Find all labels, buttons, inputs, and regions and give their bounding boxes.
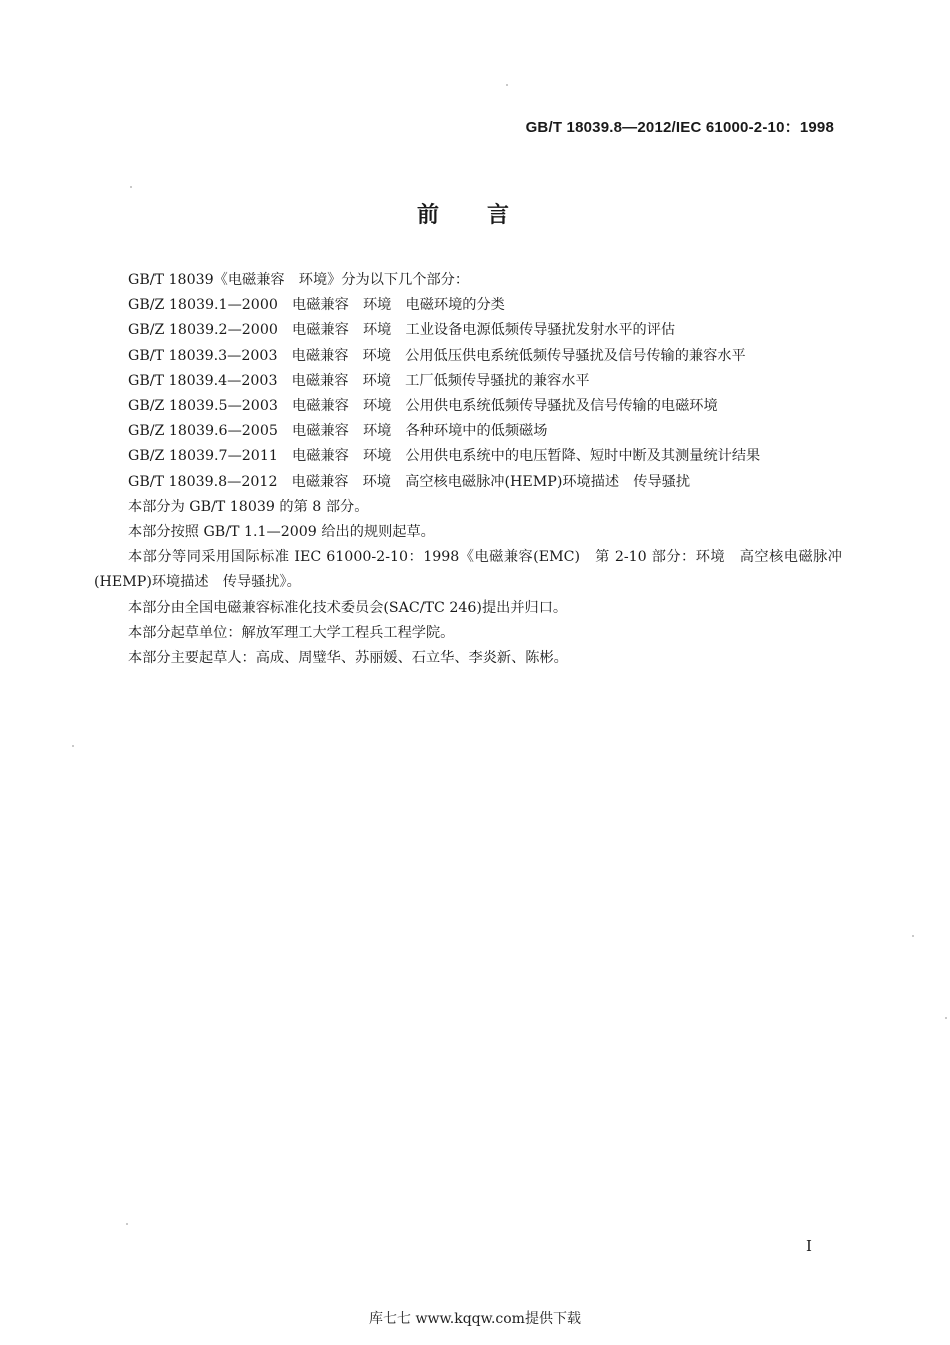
- scan-speck: [126, 1223, 128, 1225]
- scan-speck: [72, 745, 74, 747]
- paragraph-adoption: 本部分等同采用国际标准 IEC 61000-2-10：1998《电磁兼容(EMC) 第 2-10 部分：环境 高空核电磁脉冲(HEMP)环境描述 传导骚扰》。: [94, 549, 842, 591]
- part-list-item: GB/Z 18039.6—2005 电磁兼容 环境 各种环境中的低频磁场: [128, 423, 548, 440]
- part-list-item: GB/T 18039.3—2003 电磁兼容 环境 公用低压供电系统低频传导骚扰及信号传输的兼容水平: [128, 347, 746, 364]
- page-title: 前言: [416, 203, 557, 228]
- paragraph-drafters: 本部分主要起草人：高成、周璧华、苏丽媛、石立华、李炎新、陈彬。: [128, 650, 568, 667]
- part-list-item: GB/Z 18039.5—2003 电磁兼容 环境 公用供电系统低频传导骚扰及信号传输的电磁环境: [128, 398, 718, 415]
- scan-speck: [506, 84, 508, 86]
- scan-speck: [130, 186, 132, 188]
- paragraph-proposer: 本部分由全国电磁兼容标准化技术委员会(SAC/TC 246)提出并归口。: [128, 599, 568, 616]
- part-list-item: GB/Z 18039.2—2000 电磁兼容 环境 工业设备电源低频传导骚扰发射水平的评估: [128, 322, 676, 339]
- page-number: I: [806, 1237, 812, 1255]
- paragraph-drafting-unit: 本部分起草单位：解放军理工大学工程兵工程学院。: [128, 624, 455, 641]
- paragraph-part-statement: 本部分为 GB/T 18039 的第 8 部分。: [128, 498, 369, 515]
- paragraph-intro: GB/T 18039《电磁兼容 环境》分为以下几个部分：: [128, 272, 470, 288]
- part-list-item: GB/T 18039.8—2012 电磁兼容 环境 高空核电磁脉冲(HEMP)环境描述 传导骚扰: [128, 473, 691, 490]
- scan-speck: [945, 1017, 947, 1019]
- footer-watermark: 库七七 www.kqqw.com提供下载: [369, 1311, 581, 1327]
- part-list-item: GB/Z 18039.1—2000 电磁兼容 环境 电磁环境的分类: [128, 297, 505, 314]
- paragraph-drafting-rules: 本部分按照 GB/T 1.1—2009 给出的规则起草。: [128, 524, 435, 541]
- part-list-item: GB/Z 18039.7—2011 电磁兼容 环境 公用供电系统中的电压暂降、短时中断及其测量统计结果: [128, 448, 761, 465]
- foreword-body: [94, 268, 842, 671]
- scan-speck: [912, 935, 914, 937]
- part-list-item: GB/T 18039.4—2003 电磁兼容 环境 工厂低频传导骚扰的兼容水平: [128, 372, 590, 389]
- standard-number-header: GB/T 18039.8—2012/IEC 61000-2-10：1998: [525, 119, 834, 136]
